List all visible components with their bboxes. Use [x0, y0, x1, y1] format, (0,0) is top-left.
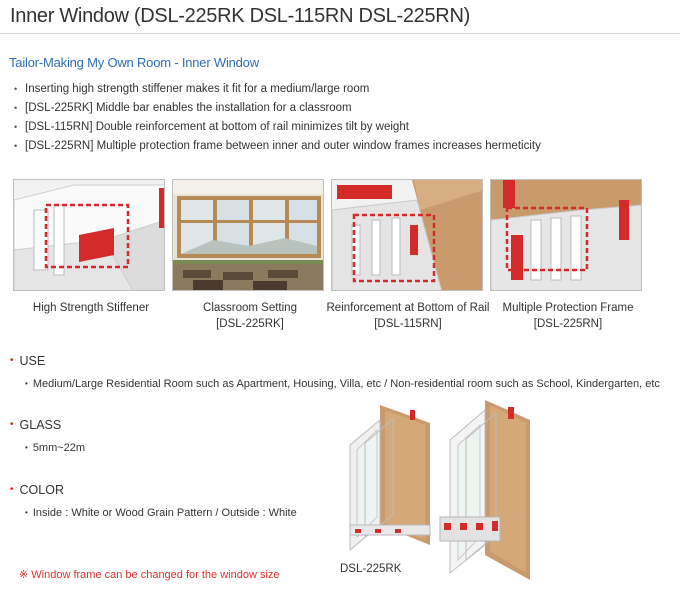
rail-reinforcement-photo [331, 179, 483, 291]
bullet-icon: • [25, 508, 28, 517]
list-item: • [DSL-115RN] Double reinforcement at bottom of rail minimizes tilt by weight [14, 118, 541, 137]
color-heading: • COLOR [10, 483, 64, 497]
color-value: • Inside : White or Wood Grain Pattern / Outside : White [25, 507, 297, 519]
use-heading: • USE [10, 354, 46, 368]
window-frame-render-right [430, 395, 540, 585]
list-item: • [DSL-225RK] Middle bar enables the installation for a classroom [14, 99, 541, 118]
product-model-label: DSL-225RK [340, 563, 402, 575]
glass-heading: • GLASS [10, 418, 62, 432]
page-title: Inner Window (DSL-225RK DSL-115RN DSL-225RN) [10, 5, 470, 27]
size-note: ※ Window frame can be changed for the window size [19, 569, 280, 581]
use-value: • Medium/Large Residential Room such as Apartment, Housing, Villa, etc / Non-residential room such as School, Kindergarten, etc [25, 378, 660, 390]
bullet-dot-icon: • [10, 419, 14, 430]
window-frame-render-left [335, 405, 445, 560]
feature-caption-title: Reinforcement at Bottom of Rail [326, 302, 490, 314]
stiffener-photo [13, 179, 165, 291]
list-item: • Inserting high strength stiffener makes it fit for a medium/large room [14, 80, 541, 99]
section-subtitle: Tailor-Making My Own Room - Inner Window [9, 55, 259, 70]
feature-caption-title: Classroom Setting [203, 302, 297, 314]
protection-frame-photo [490, 179, 642, 291]
bullet-icon: • [25, 379, 28, 388]
title-divider [0, 33, 680, 34]
bullet-dot-icon: • [10, 355, 14, 366]
feature-caption-model: [DSL-115RN] [374, 318, 442, 330]
feature-caption [483, 300, 653, 332]
feature-bullet-list [14, 80, 541, 156]
glass-value: • 5mm~22m [25, 442, 86, 454]
classroom-photo [172, 179, 324, 291]
feature-caption-model: [DSL-225RN] [533, 318, 603, 330]
feature-caption-title: High Strength Stiffener [32, 302, 150, 314]
feature-caption-title: Multiple Protection Frame [502, 302, 634, 314]
feature-caption [6, 300, 176, 316]
bullet-dot-icon: • [10, 484, 14, 495]
bullet-icon: • [25, 443, 28, 452]
list-item: • [DSL-225RN] Multiple protection frame between inner and outer window frames increases hermeticity [14, 137, 541, 156]
feature-caption [165, 300, 335, 332]
feature-caption-model: [DSL-225RK] [216, 318, 284, 330]
feature-caption [323, 300, 493, 332]
